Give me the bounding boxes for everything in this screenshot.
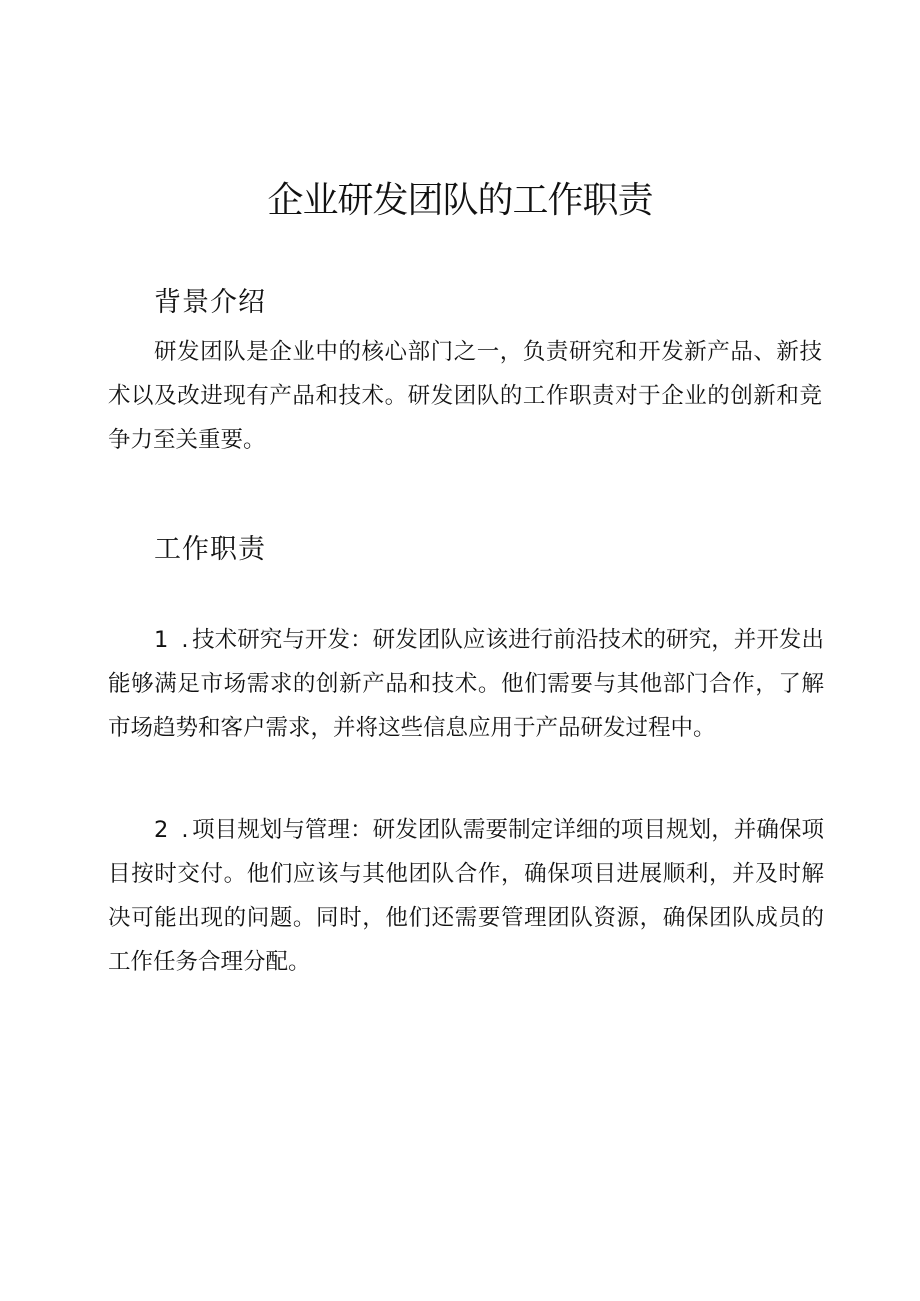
item-text: 项目规划与管理：研发团队需要制定详细的项目规划，并确保项目按时交付。他们应该与其他团队合作，确保项目进展顺利，并及时解决可能出现的问题。同时，他们还需要管理团队资源，确保团队成员的工作任务合理分配。 xyxy=(108,817,824,975)
item-separator: . xyxy=(181,627,189,653)
document-title: 企业研发团队的工作职责 xyxy=(267,180,653,221)
item-separator: . xyxy=(181,817,189,843)
background-paragraph: 研发团队是企业中的核心部门之一，负责研究和开发新产品、新技术以及改进现有产品和技术。研发团队的工作职责对于企业的创新和竞争力至关重要。 xyxy=(108,339,822,453)
responsibility-item xyxy=(108,808,824,984)
item-number: 1 xyxy=(154,627,169,653)
item-text: 技术研究与开发：研发团队应该进行前沿技术的研究，并开发出能够满足市场需求的创新产品和技术。他们需要与其他部门合作，了解市场趋势和客户需求，并将这些信息应用于产品研发过程中。 xyxy=(108,627,824,741)
item-number: 2 xyxy=(154,817,169,843)
responsibility-item xyxy=(108,618,824,750)
section-heading-responsibilities: 工作职责 xyxy=(154,534,266,565)
section-heading-background: 背景介绍 xyxy=(154,287,266,318)
